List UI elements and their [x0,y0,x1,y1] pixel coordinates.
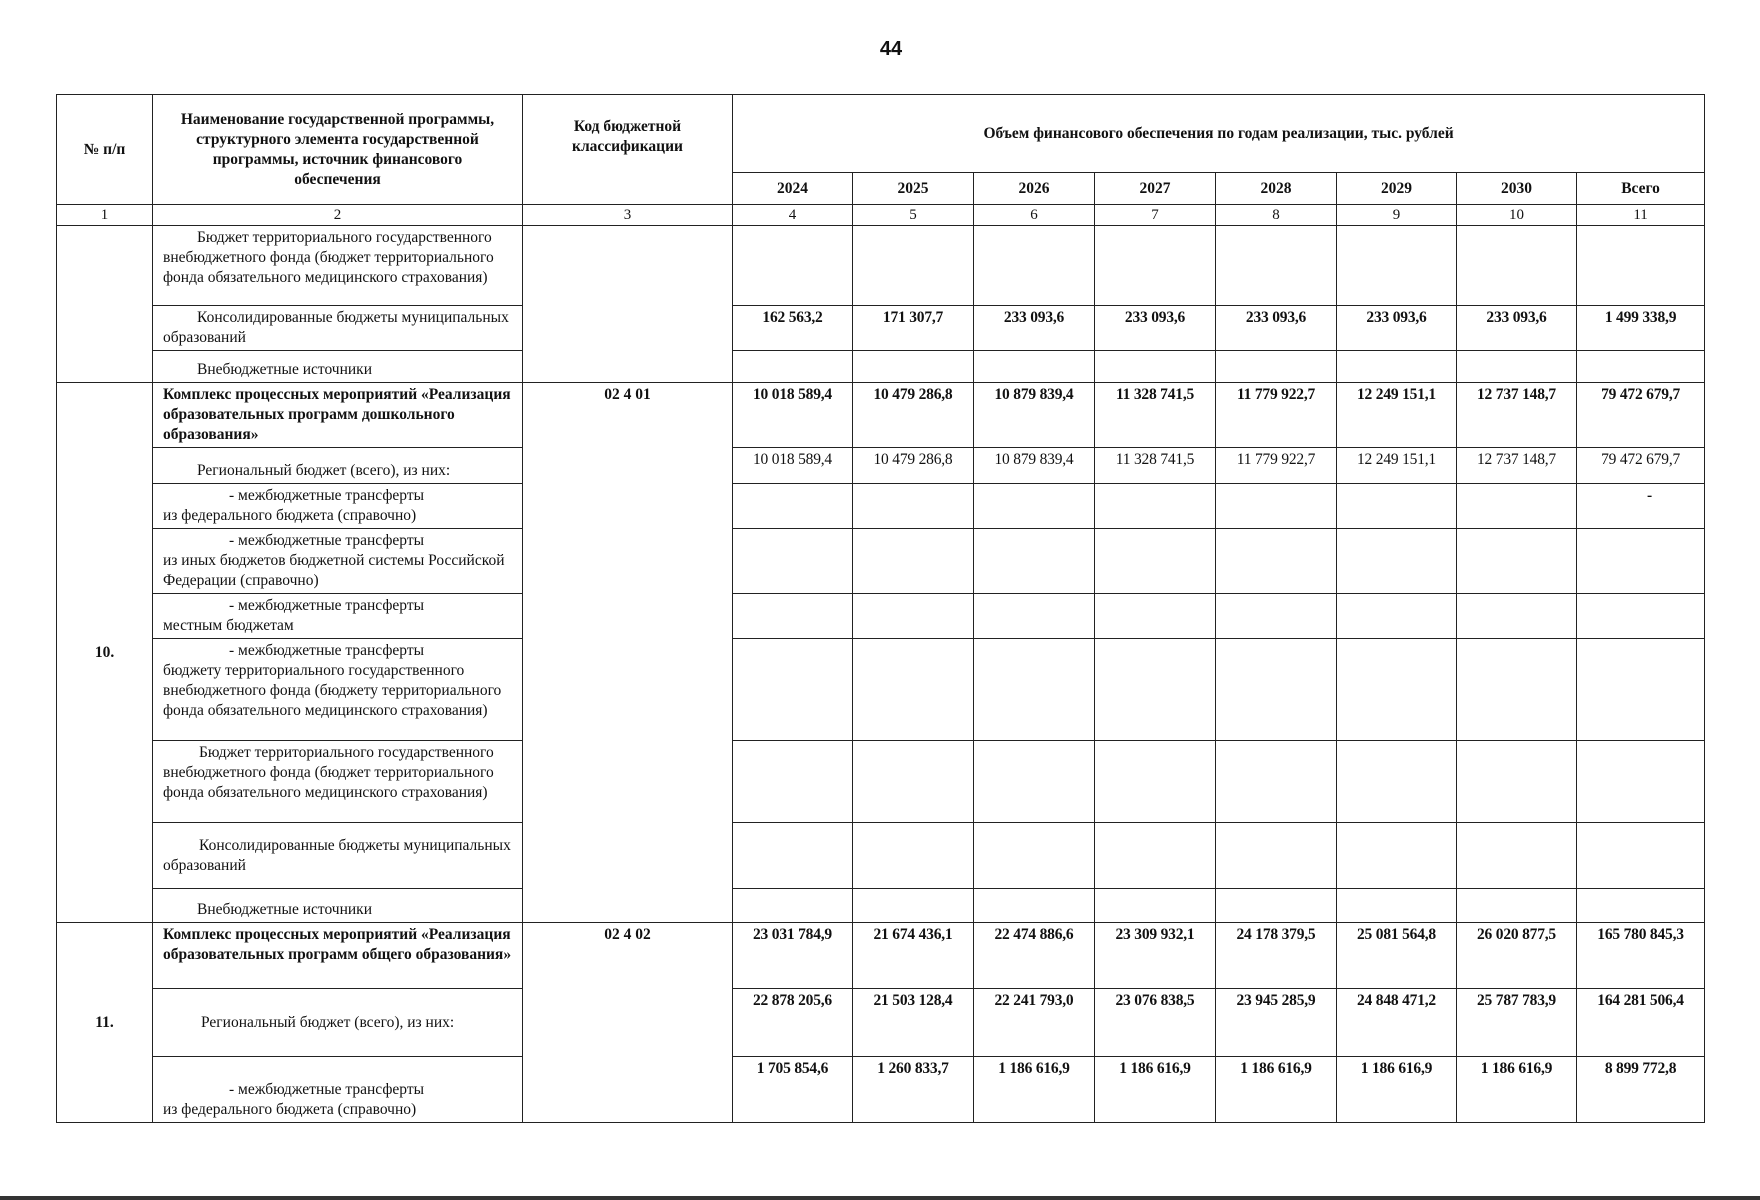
value-cell: 22 474 886,6 [974,923,1095,989]
value-cell: 233 093,6 [1457,306,1577,351]
header-year: 2029 [1337,173,1457,205]
value-cell: 12 249 151,1 [1337,448,1457,484]
row-label: - межбюджетные трансферты из иных бюджетов бюджетной системы Российской Федерации (справочно) [153,529,523,594]
budget-code: 02 4 01 [523,383,733,923]
budget-code: 02 4 02 [523,923,733,1123]
value-cell: 1 705 854,6 [733,1057,853,1123]
header-code: Код бюджетной классификации [523,95,733,205]
table-row [57,484,1705,529]
header-total: Всего [1577,173,1705,205]
value-cell: 233 093,6 [1095,306,1216,351]
value-cell: 23 309 932,1 [1095,923,1216,989]
value-cell: 10 879 839,4 [974,383,1095,448]
value-cell: 233 093,6 [974,306,1095,351]
value-cell: 10 479 286,8 [853,448,974,484]
value-cell: 22 241 793,0 [974,989,1095,1057]
code-cell [523,226,733,383]
value-cell: 11 779 922,7 [1216,383,1337,448]
value-cell: 1 186 616,9 [974,1057,1095,1123]
index-cell: 2 [153,205,523,226]
table-row [57,448,1705,484]
header-year: 2024 [733,173,853,205]
index-cell: 8 [1216,205,1337,226]
table-row [57,594,1705,639]
header-year: 2028 [1216,173,1337,205]
row-label: Региональный бюджет (всего), из них: [153,448,523,484]
value-cell: 162 563,2 [733,306,853,351]
row-label: Консолидированные бюджеты муниципальных образований [153,306,523,351]
value-cell: 22 878 205,6 [733,989,853,1057]
row-label: Внебюджетные источники [153,889,523,923]
index-cell: 6 [974,205,1095,226]
row-label: - межбюджетные трансферты из федерального бюджета (справочно) [153,484,523,529]
value-cell: 21 503 128,4 [853,989,974,1057]
value-cell: 11 328 741,5 [1095,448,1216,484]
row-label: - межбюджетные трансферты из федерального бюджета (справочно) [153,1057,523,1123]
value-cell: 10 879 839,4 [974,448,1095,484]
value-cell: 24 178 379,5 [1216,923,1337,989]
value-cell: 24 848 471,2 [1337,989,1457,1057]
header-year: 2027 [1095,173,1216,205]
index-cell: 7 [1095,205,1216,226]
scan-edge-line [0,1196,1760,1200]
table-row [57,923,1705,989]
row-label: Бюджет территориального государственного внебюджетного фонда (бюджет территориального фонда обязательного медицинского страхования) [153,741,523,823]
table-row [57,383,1705,448]
value-cell: 1 186 616,9 [1457,1057,1577,1123]
row-label: Региональный бюджет (всего), из них: [153,989,523,1057]
header-year: 2025 [853,173,974,205]
table-row [57,306,1705,351]
table-row [57,989,1705,1057]
value-cell: 21 674 436,1 [853,923,974,989]
index-cell: 5 [853,205,974,226]
value-cell: 10 479 286,8 [853,383,974,448]
value-cell: 233 093,6 [1216,306,1337,351]
value-cell: 1 260 833,7 [853,1057,974,1123]
table-row [57,226,1705,306]
index-cell: 1 [57,205,153,226]
num-cell [57,226,153,383]
value-cell: 12 737 148,7 [1457,383,1577,448]
value-cell: - [1577,484,1705,529]
index-cell: 9 [1337,205,1457,226]
value-cell: 165 780 845,3 [1577,923,1705,989]
header-volume: Объем финансового обеспечения по годам реализации, тыс. рублей [733,95,1705,173]
header-year: 2030 [1457,173,1577,205]
table-row [57,529,1705,594]
index-cell: 4 [733,205,853,226]
row-label: - межбюджетные трансферты бюджету территориального государственного внебюджетного фонда (бюджету территориального фонда обязательного медицинского страхования) [153,639,523,741]
value-cell: 25 787 783,9 [1457,989,1577,1057]
row-label: - межбюджетные трансферты местным бюджетам [153,594,523,639]
financing-table [56,94,1705,1123]
header-num: № п/п [57,95,153,205]
section-number: 11. [57,923,153,1123]
row-label: Комплекс процессных мероприятий «Реализация образовательных программ общего образования» [153,923,523,989]
section-number: 10. [57,383,153,923]
row-label: Бюджет территориального государственного внебюджетного фонда (бюджет территориального фонда обязательного медицинского страхования) [153,226,523,306]
table-row [57,351,1705,383]
value-cell: 233 093,6 [1337,306,1457,351]
row-label: Консолидированные бюджеты муниципальных образований [153,823,523,889]
value-cell: 171 307,7 [853,306,974,351]
value-cell: 8 899 772,8 [1577,1057,1705,1123]
value-cell: 164 281 506,4 [1577,989,1705,1057]
value-cell: 10 018 589,4 [733,383,853,448]
value-cell: 23 945 285,9 [1216,989,1337,1057]
header-year: 2026 [974,173,1095,205]
index-cell: 11 [1577,205,1705,226]
index-row [57,205,1705,226]
table-row [57,741,1705,823]
value-cell: 1 186 616,9 [1337,1057,1457,1123]
value-cell: 1 186 616,9 [1095,1057,1216,1123]
value-cell: 1 499 338,9 [1577,306,1705,351]
value-cell: 1 186 616,9 [1216,1057,1337,1123]
table-row [57,1057,1705,1123]
header-name: Наименование государственной программы, структурного элемента государственной программы, источник финансового обеспечения [153,95,523,205]
table-row [57,889,1705,923]
index-cell: 10 [1457,205,1577,226]
value-cell: 11 779 922,7 [1216,448,1337,484]
row-label: Внебюджетные источники [153,351,523,383]
value-cell: 12 737 148,7 [1457,448,1577,484]
value-cell: 79 472 679,7 [1577,383,1705,448]
table-row [57,823,1705,889]
value-cell: 11 328 741,5 [1095,383,1216,448]
header-row [57,95,1705,173]
value-cell: 25 081 564,8 [1337,923,1457,989]
page-number: 44 [879,38,903,60]
value-cell: 23 031 784,9 [733,923,853,989]
index-cell: 3 [523,205,733,226]
table-row [57,639,1705,741]
row-label: Комплекс процессных мероприятий «Реализация образовательных программ дошкольного образования» [153,383,523,448]
value-cell: 79 472 679,7 [1577,448,1705,484]
value-cell: 12 249 151,1 [1337,383,1457,448]
value-cell: 10 018 589,4 [733,448,853,484]
value-cell: 23 076 838,5 [1095,989,1216,1057]
value-cell: 26 020 877,5 [1457,923,1577,989]
